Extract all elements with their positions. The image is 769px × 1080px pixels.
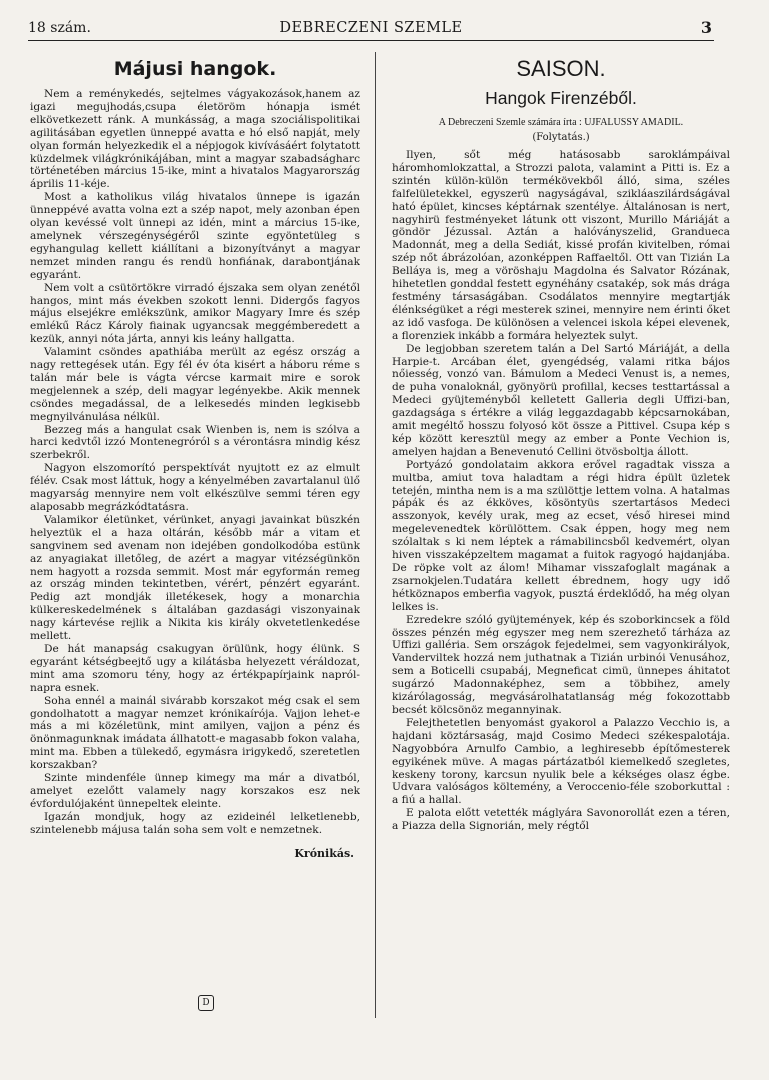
continued-note: (Folytatás.): [532, 132, 590, 143]
paragraph: De legjobban szeretem talán a Del Sartó Máriáját, a della Harpie-t. Arcában élet, gyengédség, valami ritka bájos nőiesség, vonzó van. Bámulom a Medeci Venust is, a nemes, de puha vonaloknál, gyönyörü profillal, kecses testtartással a Medeci gyüjteményből kelletett Galleria degli Uffizi-ban, gazdagsága s értékre a világ leggazdagabb képcsarnokában, amit megéltő hosszu folyosó köt össze a Pittivel. Csupa kép s kép között keresztül megy az ember a Ponte Vechion is, amelyen hajdan a Benevenutó Cellini ötvösboltja állott.: [392, 342, 730, 458]
paragraph: Soha ennél a mainál sivárabb korszakot még csak el sem gondolhatott a magyar nemzet krónikaírója. Vajjon lehet-e más a mi közéletünk, mint amilyen, vajjon a pénz és önönmagunknak imádata állhatott-e magasabb fokon valaha, mint ma. Ebben a tülekedő, egymásra irigykedő, szeretetlen korszakban?: [30, 694, 360, 772]
paragraph: De hát manapság csakugyan örülünk, hogy élünk. S egyaránt kétségbeejtő ugy a kilátásba helyezett véráldozat, mint ama szomoru tény, hogy az értékpapírjaink napról-napra esnek.: [30, 642, 360, 694]
left-column: [30, 52, 360, 1017]
paragraph: Valamint csöndes apathiába merült az egész ország a nagy rettegések után. Egy fél év óta kisért a háboru réme s talán már bele is vágta vércse karmait mire e sorok megjelennek a szép, deli magyar legényekbe. Akik mennek csöndes megadással, de a lelkesedés minden legkisebb megnyilvánulása nélkül.: [30, 346, 360, 423]
byline: A Debreczeni Szemle számára írta : UJFALUSSY AMADIL.: [438, 117, 684, 128]
paragraph: Ilyen, sőt még hatásosabb saroklámpáival háromhomlokzattal, a Strozzi palota, valamint a Pitti is. Ez a szintén külön-külön termékövekből álló, sima, széles falfelületekkel, egyszerü nagyságával, szikláaszilárdságával ható épület, kincses képtárnak szentélye. Általánosan is nert, nagyhirü festményeket látunk ott viszont, Murillo Máriáját a göndör Jézussal. Aztán a halóványszelid, Grandueca Madonnát, meg a della Sediát, kissé profán kivitelben, római szép nőt ábrázolóan, azonképpen Raffaeltől. Ott van Tizián La Belláya is, meg a vöröshaju Magdolna és Salvator Rózának, hihetetlen gonddal festett egynéhány csatakép, sok más drága festmény társaságában. Csodálatos mennyire megtartják élénkségüket a régi mesterek szinei, mennyire nem érinti őket az idő vasfoga. De különösen a velencei iskola képei elevenek, a florenziek inkább a formára helyeztek sulyt.: [392, 149, 730, 342]
paragraph: E palota előtt vetették máglyára Savonorollát ezen a téren, a Piazza della Signorián, mely régtől: [392, 807, 730, 833]
journal-title: DEBRECZENI SZEMLE: [279, 20, 463, 36]
paragraph: Valamikor életünket, vérünket, anyagi javainkat büszkén helyeztük el a haza oltárán, később már a vitam et sangvinem sed avenam non idejében gondolkodóba estünk az anyagiakat illetőleg, de azért a magyar vitézségünkön nem hagyott a rozsda semmit. Most már egyformán remeg az ország minden tekintetben, vérért, pénzért egyaránt. Pedig azt mondják illetékesek, hogy a monarchia külkereskedelmének s általában gazdasági viszonyainak nagy kártevése rejlik a Nikita kis király okvetetlenkedése mellett.: [30, 513, 360, 643]
paragraph: Nem volt a csütörtökre virradó éjszaka sem olyan zenétől hangos, mint más években szokott lenni. Didergős fagyos május elsejékre emlékszünk, amikor Magyary Imre és szép emlékű Rácz Károly fiainak ugyancsak meggémberedett a kezük, annyi nóta járta, annyi kis leány hallgatta.: [30, 281, 360, 346]
paragraph: Bezzeg más a hangulat csak Wienben is, nem is szólva a harci kedvtől izzó Montenegróról s a vérontásra mindig kész szerbekről.: [30, 423, 360, 462]
paragraph: Portyázó gondolataim akkora erővel ragadtak vissza a multba, amiut tova haladtam a régi hidra épült üzletek tetején, mintha nem is a ma szülöttje lettem volna. A hatalmas pápák és az ékköves, kösöntyüs szertartásos Medeci asszonyok, kevély urak, meg az ecset, véső hiresei mind megelevenedtek körülöttem. Csak éppen, hogy meg nem szólaltak s ki nem léptek a rámabilincsből kedvemért, olyan hiven visszaképzeltem magamat a fuitok ragyogó hajdanjába. De röpke volt az álom! Mihamar visszafoglalt magának a zsarnokjelen.Tudatára kellett ébrednem, hogy ugy idő hétköznapos emberfia vagyok, pusztá érdeklődő, ha még olyan lelkes is.: [392, 458, 730, 613]
page-number: 3: [700, 18, 712, 37]
paragraph: Most a katholikus világ hivatalos ünnepe is igazán ünneppévé avatta volna ezt a szép napot, mely azonban épen olyan kevéssé volt ünnepi az idén, mint a március 15-ike, amelynek vérszegénységéről szinte egyöntetüleg s egyhangulag kellett kiállítani a bizonyítványt a magyar nemzet minden rangu és rendü honfiának, darabontjának egyaránt.: [30, 191, 360, 281]
right-column: [392, 52, 730, 1017]
page-header: [28, 14, 714, 41]
article-title-firenze: Hangok Firenzéből.: [485, 88, 637, 108]
paragraph: Ezredekre szóló gyüjtemények, kép és szoborkincsek a föld összes pénzén még egyszer meg nem szerezhető tárháza az Uffizi galléria. Sem országok fejedelmei, sem vagyonkirályok, Vanderviltek hozzá nem juthatnak a Tizián urbinói Venusához, sem a Boticelli csupabáj, Megneficat cimü, ünnepes áhitatot sugárzó Madonnaképhez, sem a többihez, amely kizárólagosság, megvásárolhatatlanság még fokozottabb becsét kölcsönöz megannyinak.: [392, 613, 730, 716]
paragraph: Igazán mondjuk, hogy az ezideinél lelketlenebb, szintelenebb májusa talán soha sem volt e nemzetnek.: [30, 810, 360, 836]
article-title-majusi: Májusi hangok.: [113, 58, 277, 80]
paragraph: Szinte mindenféle ünnep kimegy ma már a divatból, amelyet ezelőtt valamely nagy korszakos esz nek évfordulójaként ünnepeltek eleinte.: [30, 772, 360, 810]
paragraph: Nagyon elszomorító perspektívát nyujtott ez az elmult félév. Csak most láttuk, hogy a kényelmében zavartalanul ülő magyarság mennyire nem volt elkészülve semmi téren egy alaposabb megrázkódtatásra.: [30, 462, 360, 513]
signature: Krónikás.: [294, 846, 354, 860]
section-title-saison: SAISON.: [516, 56, 606, 81]
paragraph: Felejthetetlen benyomást gyakorol a Palazzo Vecchio is, a hajdani köztársaság, majd Cosimo Medeci székespalotája. Nagyobbóra Arnulfo Cambio, a leghiresebb építőmesterek egyikének müve. A magas pártázatból kiemelkedő szegletes, keskeny torony, karcsun nyulik bele a kékséges olasz égbe. Udvara valóságos költemény, a Veroccenio-féle szoborkuttal : a fiú a hallal.: [392, 716, 730, 807]
footer-mark-icon: D: [198, 995, 214, 1011]
paragraph: Nem a reménykedés, sejtelmes vágyakozások,hanem az igazi megujhodás,csupa életöröm hónapja ismét elkövetkezett ránk. A munkásság, a maga szociálispolitikai agilitásában egyetlen ünneppé avatta e hó első napját, mely olyan formán helyezkedik el a népjogok kivívásáért folytatott küzdelmek világkrónikájában, mint a magyar szabadságharc történetében március 15-ike, mint a hivatalos Magyarország április 11-kéje.: [30, 88, 360, 191]
issue-number: 18 szám.: [28, 20, 91, 36]
column-divider: [375, 52, 376, 1018]
